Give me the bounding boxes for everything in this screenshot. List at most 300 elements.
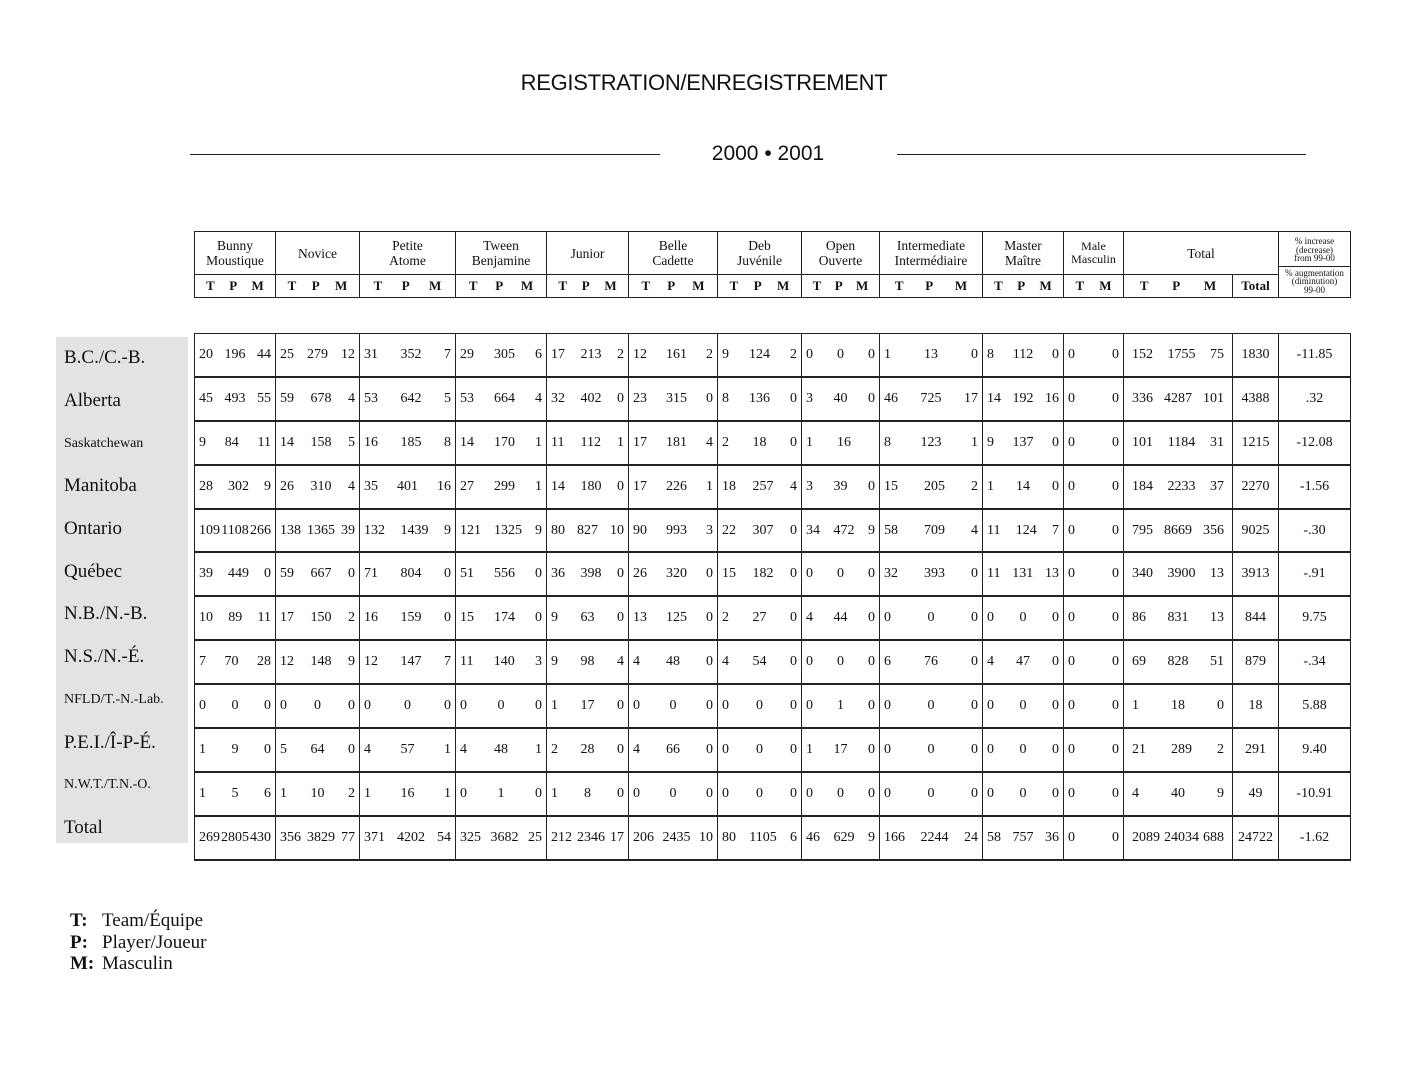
cell-value: 0 <box>199 698 206 714</box>
cell-value: 0 <box>806 346 813 362</box>
cell-value: 27 <box>460 478 474 494</box>
cell-value: 402 <box>580 390 602 406</box>
cell-value: 0 <box>884 741 891 757</box>
group-cell <box>983 640 1064 684</box>
cell-value: 16 <box>400 785 415 801</box>
column-letters <box>276 275 360 298</box>
pct-change-cell: -10.91 <box>1279 772 1351 816</box>
group-header <box>718 232 802 275</box>
grand-total-cell: 1830 <box>1233 334 1279 377</box>
cell-value: 0 <box>837 346 844 362</box>
legend-key: M: <box>70 953 95 974</box>
cell-value: 289 <box>1171 741 1192 757</box>
cell-value: 0 <box>1112 698 1119 714</box>
cell-value: 47 <box>1016 654 1030 670</box>
group-name-fr: Maître <box>1005 253 1041 268</box>
column-letter: M <box>1099 278 1112 293</box>
cell-value: 1325 <box>494 522 522 538</box>
cell-value: 0 <box>1217 698 1224 714</box>
cell-value: 0 <box>1068 346 1075 362</box>
cell-value: 0 <box>706 698 713 714</box>
group-cell <box>718 816 802 860</box>
cell-value: 11 <box>551 434 565 450</box>
cell-value: 0 <box>535 566 542 582</box>
cell-value: 4287 <box>1164 390 1192 406</box>
group-name-fr: Ouverte <box>818 253 863 268</box>
cell-value: 14 <box>551 478 565 494</box>
group-cell <box>456 509 547 553</box>
cell-value: 4 <box>535 390 542 406</box>
group-cell <box>276 772 360 816</box>
cell-value: 1 <box>497 785 505 801</box>
cell-value: 40 <box>1171 785 1185 801</box>
cell-value: 0 <box>756 698 763 714</box>
group-cell <box>547 596 629 640</box>
cell-value: 3 <box>806 390 813 406</box>
cell-value: 58 <box>987 829 1001 845</box>
group-cell <box>456 334 547 377</box>
column-letter: P <box>753 278 762 293</box>
cell-value: 0 <box>722 785 729 801</box>
cell-value: 0 <box>1112 522 1119 538</box>
cell-value: 0 <box>1019 610 1027 626</box>
cell-value: 0 <box>790 390 797 406</box>
cell-value: 1439 <box>400 522 429 538</box>
table-row <box>195 334 1351 377</box>
cell-value: 16 <box>837 434 851 450</box>
cell-value: 180 <box>580 478 602 494</box>
grand-total-header: Total <box>1233 275 1279 298</box>
group-cell <box>802 640 880 684</box>
column-letter: P <box>581 278 590 293</box>
cell-value: 9 <box>868 829 875 845</box>
cell-value: 51 <box>460 566 474 582</box>
group-cell <box>456 596 547 640</box>
total-cell <box>1124 377 1233 421</box>
cell-value: 36 <box>551 566 565 582</box>
group-cell <box>276 728 360 772</box>
cell-value: 0 <box>756 741 763 757</box>
grand-total-cell: 4388 <box>1233 377 1279 421</box>
cell-value: 0 <box>1112 829 1119 845</box>
total-cell <box>1124 596 1233 640</box>
group-cell <box>629 684 718 728</box>
group-cell <box>1064 334 1124 377</box>
cell-value: 0 <box>868 346 875 362</box>
group-cell <box>983 596 1064 640</box>
cell-value: 84 <box>224 434 239 450</box>
column-letter: T <box>287 278 297 293</box>
cell-value: 9 <box>551 654 558 670</box>
column-letter: P <box>667 278 676 293</box>
cell-value: 0 <box>669 698 677 714</box>
cell-value: 757 <box>1012 829 1034 845</box>
cell-value: 688 <box>1203 829 1224 845</box>
column-letters <box>718 275 802 298</box>
cell-value: 170 <box>494 434 515 450</box>
cell-value: 54 <box>752 654 767 670</box>
row-labels-column <box>56 337 188 843</box>
cell-value: 0 <box>1052 610 1059 626</box>
group-cell <box>802 377 880 421</box>
group-cell <box>276 509 360 553</box>
cell-value: 206 <box>633 829 654 845</box>
cell-value: 57 <box>400 741 415 757</box>
cell-value: 9 <box>444 522 451 538</box>
pct-change-cell: 5.88 <box>1279 684 1351 728</box>
group-cell <box>547 684 629 728</box>
group-cell <box>983 728 1064 772</box>
group-cell <box>547 816 629 860</box>
cell-value: 152 <box>1132 346 1153 362</box>
cell-value: 0 <box>1051 346 1059 362</box>
group-cell <box>360 377 456 421</box>
cell-value: 174 <box>494 610 515 626</box>
group-cell <box>456 377 547 421</box>
cell-value: 185 <box>400 434 422 450</box>
group-cell <box>456 816 547 860</box>
cell-value: 5 <box>444 390 451 406</box>
cell-value: 6 <box>264 785 271 801</box>
cell-value: 40 <box>833 390 848 406</box>
column-letters <box>1064 275 1124 298</box>
cell-value: 1 <box>444 741 451 757</box>
cell-value: 48 <box>666 654 680 670</box>
cell-value: 123 <box>920 434 942 450</box>
cell-value: 4 <box>617 654 624 670</box>
cell-value: 2 <box>551 741 558 757</box>
group-name-fr: Atome <box>389 253 426 268</box>
group-cell <box>629 772 718 816</box>
cell-value: 138 <box>280 522 301 538</box>
column-letter: P <box>834 278 843 293</box>
cell-value: 2 <box>706 346 713 362</box>
cell-value: 0 <box>617 741 624 757</box>
cell-value: 0 <box>868 698 875 714</box>
group-cell <box>547 334 629 377</box>
cell-value: 0 <box>868 390 875 406</box>
cell-value: 7 <box>444 654 451 670</box>
cell-value: 0 <box>1068 829 1075 845</box>
cell-value: 0 <box>1112 346 1119 362</box>
group-name: Bunny <box>216 238 253 253</box>
cell-value: 192 <box>1012 390 1034 406</box>
group-cell <box>276 465 360 509</box>
cell-value: 226 <box>666 478 687 494</box>
column-letter: T <box>468 278 478 293</box>
cell-value: 0 <box>460 698 467 714</box>
cell-value: 827 <box>577 522 598 538</box>
group-cell <box>983 552 1064 596</box>
cell-value: 709 <box>924 522 945 538</box>
cell-value: 101 <box>1132 434 1153 450</box>
cell-value: 16 <box>1045 390 1059 406</box>
cell-value: 1 <box>444 785 451 801</box>
cell-value: 16 <box>437 478 451 494</box>
cell-value: 356 <box>1203 522 1224 538</box>
group-cell <box>360 816 456 860</box>
group-cell <box>880 816 983 860</box>
group-cell <box>547 772 629 816</box>
grand-total-cell: 1215 <box>1233 421 1279 465</box>
cell-value: 45 <box>199 390 213 406</box>
cell-value: 556 <box>494 566 515 582</box>
cell-value: 0 <box>927 785 935 801</box>
cell-value: 31 <box>364 346 378 362</box>
cell-value: 15 <box>722 566 736 582</box>
group-cell <box>360 334 456 377</box>
cell-value: 257 <box>752 478 774 494</box>
cell-value: 39 <box>199 566 213 582</box>
column-letter: M <box>335 278 348 293</box>
cell-value: 24 <box>964 829 978 845</box>
cell-value: 0 <box>790 741 797 757</box>
group-cell <box>547 465 629 509</box>
grand-total-cell: 844 <box>1233 596 1279 640</box>
cell-value: 136 <box>749 390 770 406</box>
cell-value: 4 <box>633 741 640 757</box>
group-cell <box>1064 421 1124 465</box>
cell-value: 44 <box>833 610 848 626</box>
grand-total-cell: 2270 <box>1233 465 1279 509</box>
cell-value: 53 <box>460 390 474 406</box>
cell-value: 11 <box>987 522 1001 538</box>
pct-change-cell: -.30 <box>1279 509 1351 553</box>
group-cell <box>629 377 718 421</box>
cell-value: 0 <box>1112 390 1119 406</box>
row-label: Manitoba <box>64 475 137 497</box>
group-cell <box>983 465 1064 509</box>
total-cell <box>1124 640 1233 684</box>
cell-value: 0 <box>837 785 844 801</box>
group-cell <box>360 421 456 465</box>
cell-value: 449 <box>228 566 249 582</box>
pct-change-cell: -.34 <box>1279 640 1351 684</box>
cell-value: 0 <box>790 610 797 626</box>
group-cell <box>718 377 802 421</box>
legend-key: P: <box>70 931 88 953</box>
cell-value: 55 <box>257 390 271 406</box>
header-table <box>194 231 1351 298</box>
cell-value: 148 <box>310 654 332 670</box>
group-name: Petite <box>392 238 423 253</box>
group-cell <box>547 552 629 596</box>
cell-value: 0 <box>1068 698 1075 714</box>
cell-value: 131 <box>1012 566 1034 582</box>
cell-value: 13 <box>1044 566 1059 582</box>
group-cell <box>718 552 802 596</box>
group-cell <box>629 421 718 465</box>
group-cell <box>1064 596 1124 640</box>
column-letter: T <box>373 278 383 293</box>
cell-value: 993 <box>666 522 687 538</box>
cell-value: 16 <box>364 610 378 626</box>
cell-value: 266 <box>249 522 271 538</box>
cell-value: 12 <box>341 346 355 362</box>
column-letter: T <box>894 278 904 293</box>
cell-value: 0 <box>1052 478 1059 494</box>
cell-value: 0 <box>404 698 411 714</box>
pct-header-line: (diminution) <box>1291 276 1338 286</box>
cell-value: 0 <box>1052 434 1059 450</box>
cell-value: 1 <box>706 478 713 494</box>
column-letter: P <box>229 278 238 293</box>
group-cell <box>276 640 360 684</box>
cell-value: 0 <box>837 654 844 670</box>
column-letter: P <box>925 278 934 293</box>
cell-value: 0 <box>535 698 542 714</box>
table-row <box>195 509 1351 553</box>
group-cell <box>983 772 1064 816</box>
cell-value: 0 <box>264 698 271 714</box>
cell-value: 0 <box>1068 478 1075 494</box>
cell-value: 13 <box>633 610 647 626</box>
table-row <box>195 772 1351 816</box>
group-cell <box>983 377 1064 421</box>
group-cell <box>456 552 547 596</box>
group-header <box>276 232 360 275</box>
cell-value: 14 <box>987 390 1001 406</box>
cell-value: 0 <box>1019 698 1027 714</box>
cell-value: 0 <box>790 434 797 450</box>
cell-value: 0 <box>927 610 935 626</box>
cell-value: 0 <box>348 698 355 714</box>
legend-item <box>70 932 206 954</box>
cell-value: 28 <box>257 654 271 670</box>
cell-value: 0 <box>1112 610 1119 626</box>
cell-value: 0 <box>535 785 542 801</box>
cell-value: 12 <box>364 654 378 670</box>
group-cell <box>880 596 983 640</box>
cell-value: 2435 <box>662 829 691 845</box>
total-letters <box>1124 275 1233 298</box>
cell-value: 1 <box>987 478 994 494</box>
cell-value: 0 <box>1068 522 1075 538</box>
cell-value: 0 <box>1068 434 1075 450</box>
cell-value: 10 <box>699 829 713 845</box>
group-cell <box>360 596 456 640</box>
cell-value: 161 <box>666 346 687 362</box>
group-cell <box>195 552 276 596</box>
cell-value: 31 <box>1209 434 1224 450</box>
cell-value: 667 <box>310 566 332 582</box>
table-row <box>195 816 1351 860</box>
group-cell <box>880 684 983 728</box>
cell-value: 493 <box>224 390 246 406</box>
cell-value: 0 <box>868 478 875 494</box>
cell-value: 0 <box>444 566 451 582</box>
column-letter: T <box>994 278 1003 293</box>
group-cell <box>195 509 276 553</box>
column-letter: P <box>401 278 410 293</box>
cell-value: 25 <box>528 829 542 845</box>
column-letter: T <box>812 278 822 293</box>
cell-value: 158 <box>310 434 332 450</box>
group-cell <box>547 640 629 684</box>
cell-value: 0 <box>1068 785 1075 801</box>
cell-value: 320 <box>666 566 687 582</box>
cell-value: 4 <box>348 478 355 494</box>
group-cell <box>547 421 629 465</box>
cell-value: 0 <box>790 566 797 582</box>
row-label: Québec <box>64 560 123 582</box>
cell-value: 0 <box>348 741 355 757</box>
group-cell <box>718 596 802 640</box>
cell-value: 0 <box>460 785 467 801</box>
cell-value: 0 <box>971 346 978 362</box>
cell-value: 4 <box>460 741 467 757</box>
cell-value: 0 <box>1112 741 1119 757</box>
cell-value: 4 <box>364 741 371 757</box>
group-cell <box>983 816 1064 860</box>
cell-value: 10 <box>610 522 624 538</box>
group-name-fr: Masculin <box>1071 252 1116 266</box>
table-row <box>195 421 1351 465</box>
column-letter: M <box>1039 278 1052 293</box>
cell-value: 1 <box>806 741 813 757</box>
cell-value: 18 <box>722 478 736 494</box>
legend <box>70 910 206 975</box>
cell-value: 0 <box>1068 390 1075 406</box>
cell-value: 1 <box>551 698 558 714</box>
cell-value: 15 <box>460 610 474 626</box>
row-label: N.S./N.-É. <box>64 646 145 668</box>
cell-value: 9 <box>348 654 355 670</box>
group-header <box>195 232 276 275</box>
cell-value: 8 <box>722 390 729 406</box>
group-cell <box>802 816 880 860</box>
cell-value: 7 <box>1051 522 1059 538</box>
cell-value: 17 <box>551 346 565 362</box>
group-cell <box>718 509 802 553</box>
cell-value: 0 <box>1019 741 1027 757</box>
cell-value: 0 <box>444 610 451 626</box>
cell-value: 1 <box>1132 698 1139 714</box>
group-cell <box>629 509 718 553</box>
cell-value: 2 <box>971 478 978 494</box>
column-letter: M <box>429 278 442 293</box>
cell-value: 17 <box>633 434 647 450</box>
cell-value: 4 <box>806 610 813 626</box>
cell-value: 401 <box>397 478 418 494</box>
cell-value: 17 <box>580 698 595 714</box>
cell-value: 98 <box>580 654 595 670</box>
group-name-fr: Moustique <box>206 253 264 268</box>
cell-value: 12 <box>633 346 647 362</box>
cell-value: 0 <box>837 566 844 582</box>
cell-value: 26 <box>280 478 294 494</box>
group-cell <box>276 816 360 860</box>
column-letter: M <box>604 278 617 293</box>
cell-value: 24034 <box>1164 829 1199 845</box>
cell-value: 269 <box>199 829 220 845</box>
group-name: Belle <box>658 238 688 253</box>
cell-value: 0 <box>264 566 271 582</box>
grand-total-cell: 18 <box>1233 684 1279 728</box>
group-cell <box>802 465 880 509</box>
cell-value: 58 <box>884 522 898 538</box>
group-name: Tween <box>483 238 519 253</box>
group-cell <box>1064 552 1124 596</box>
group-cell <box>1064 816 1124 860</box>
column-letter: M <box>692 278 705 293</box>
cell-value: 302 <box>228 478 249 494</box>
cell-value: 0 <box>868 610 875 626</box>
cell-value: 5 <box>348 434 355 450</box>
column-letters <box>547 275 629 298</box>
cell-value: 18 <box>752 434 767 450</box>
group-cell <box>629 465 718 509</box>
